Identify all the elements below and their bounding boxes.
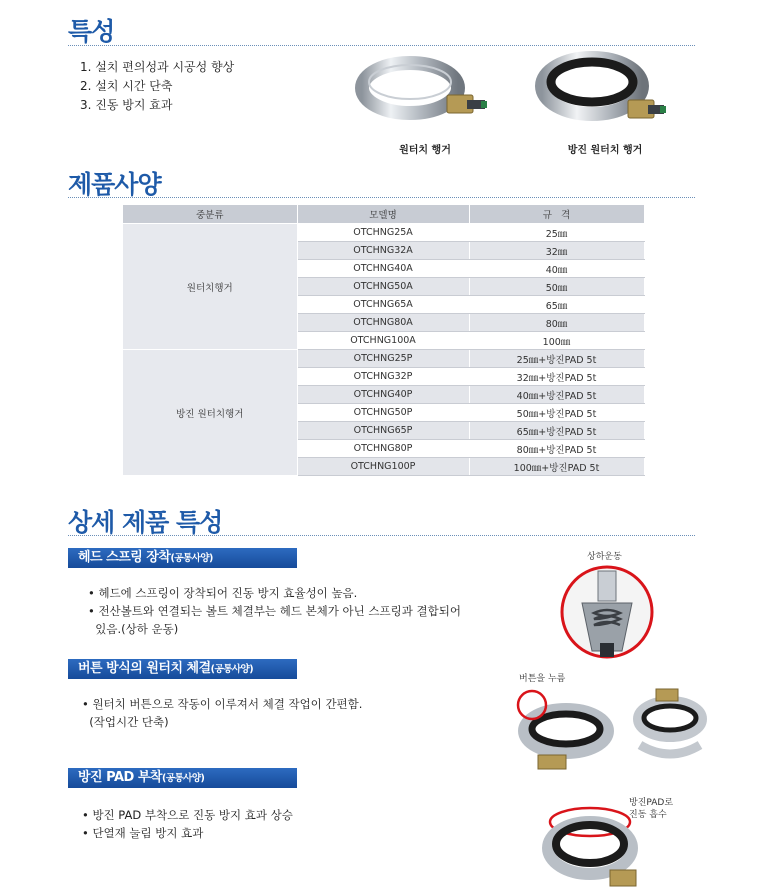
feature-item: 2. 설치 시간 단축 <box>80 79 173 93</box>
spec-cell: 25㎜+방진PAD 5t <box>469 350 644 368</box>
model-cell: OTCHNG40A <box>297 260 469 278</box>
feature-section-title: 특성 <box>68 17 115 46</box>
spec-cell: 32㎜ <box>469 242 644 260</box>
spec-cell: 100㎜ <box>469 332 644 350</box>
category-cell: 방진 원터치행거 <box>123 350 297 476</box>
head-spring-tag: (공통사양) <box>170 553 213 564</box>
bullet-item: • 방진 PAD 부착으로 진동 방지 효과 상승 <box>82 808 293 822</box>
button-type-bullets <box>82 695 362 731</box>
bullet-item: • 전산볼트와 연결되는 볼트 체결부는 헤드 본체가 아닌 스프링과 결합되어 <box>88 604 461 618</box>
bullet-item: • 단열재 눌림 방지 효과 <box>82 826 204 840</box>
head-spring-heading-bar <box>68 548 297 568</box>
model-cell: OTCHNG32A <box>297 242 469 260</box>
model-cell: OTCHNG80A <box>297 314 469 332</box>
head-spring-bullets <box>88 584 461 638</box>
spec-table <box>123 205 645 476</box>
spec-cell: 40㎜ <box>469 260 644 278</box>
one-touch-hanger-caption: 원터치 행거 <box>399 145 451 156</box>
model-cell: OTCHNG65P <box>297 422 469 440</box>
detail-section-title: 상세 제품 특성 <box>68 508 223 537</box>
model-cell: OTCHNG100A <box>297 332 469 350</box>
column-header-model: 모델명 <box>297 205 469 224</box>
head-spring-image <box>560 563 655 661</box>
spec-cell: 32㎜+방진PAD 5t <box>469 368 644 386</box>
bullet-item: 있음.(상하 운동) <box>88 622 179 636</box>
bullet-item: • 헤드에 스프링이 장착되어 진동 방지 효율성이 높음. <box>88 586 358 600</box>
feature-list <box>80 58 234 115</box>
pad-tag: (공통사양) <box>161 773 205 784</box>
model-cell: OTCHNG100P <box>297 458 469 476</box>
button-type-heading: 버튼 방식의 원터치 체결 <box>78 661 211 676</box>
model-cell: OTCHNG25P <box>297 350 469 368</box>
bullet-item: • 원터치 버튼으로 작동이 이루져서 체결 작업이 간편함. <box>82 697 363 711</box>
category-cell: 원터치행거 <box>123 224 297 350</box>
table-row <box>123 350 644 368</box>
anti-vibration-hanger-image <box>530 48 670 138</box>
spec-cell: 80㎜ <box>469 314 644 332</box>
button-operation-image <box>510 685 720 783</box>
spec-cell: 80㎜+방진PAD 5t <box>469 440 644 458</box>
model-cell: OTCHNG50A <box>297 278 469 296</box>
pad-absorb-label-line: 진동 흡수 <box>629 810 667 820</box>
spec-divider <box>68 197 695 198</box>
spec-cell: 65㎜+방진PAD 5t <box>469 422 644 440</box>
spec-cell: 100㎜+방진PAD 5t <box>469 458 644 476</box>
column-header-spec: 규 격 <box>469 205 644 224</box>
pad-heading-bar <box>68 768 297 788</box>
pad-absorb-label-line: 방진PAD로 <box>629 798 674 808</box>
anti-vibration-hanger-caption: 방진 원터치 행거 <box>567 145 643 156</box>
model-cell: OTCHNG65A <box>297 296 469 314</box>
model-cell: OTCHNG80P <box>297 440 469 458</box>
feature-item: 3. 진동 방지 효과 <box>80 98 173 112</box>
model-cell: OTCHNG25A <box>297 224 469 242</box>
column-header-category: 중분류 <box>123 205 297 224</box>
spec-cell: 65㎜ <box>469 296 644 314</box>
pad-bullets <box>82 806 293 842</box>
head-spring-heading: 헤드 스프링 장착 <box>78 550 171 565</box>
pad-hanger-image <box>540 800 650 892</box>
model-cell: OTCHNG32P <box>297 368 469 386</box>
feature-divider <box>68 45 695 46</box>
pad-heading: 방진 PAD 부착 <box>78 770 162 785</box>
spec-cell: 50㎜+방진PAD 5t <box>469 404 644 422</box>
spec-section-title: 제품사양 <box>68 170 161 199</box>
spec-cell: 50㎜ <box>469 278 644 296</box>
button-type-tag: (공통사양) <box>210 664 254 675</box>
bullet-item: (작업시간 단축) <box>82 715 169 729</box>
up-down-motion-label: 상하운동 <box>587 552 622 562</box>
button-type-heading-bar <box>68 659 297 679</box>
press-button-label: 버튼을 누름 <box>519 674 566 684</box>
table-row <box>123 224 644 242</box>
spec-cell: 25㎜ <box>469 224 644 242</box>
spec-cell: 40㎜+방진PAD 5t <box>469 386 644 404</box>
one-touch-hanger-image <box>355 50 495 135</box>
model-cell: OTCHNG40P <box>297 386 469 404</box>
feature-item: 1. 설치 편의성과 시공성 향상 <box>80 60 235 74</box>
model-cell: OTCHNG50P <box>297 404 469 422</box>
detail-divider <box>68 535 695 536</box>
